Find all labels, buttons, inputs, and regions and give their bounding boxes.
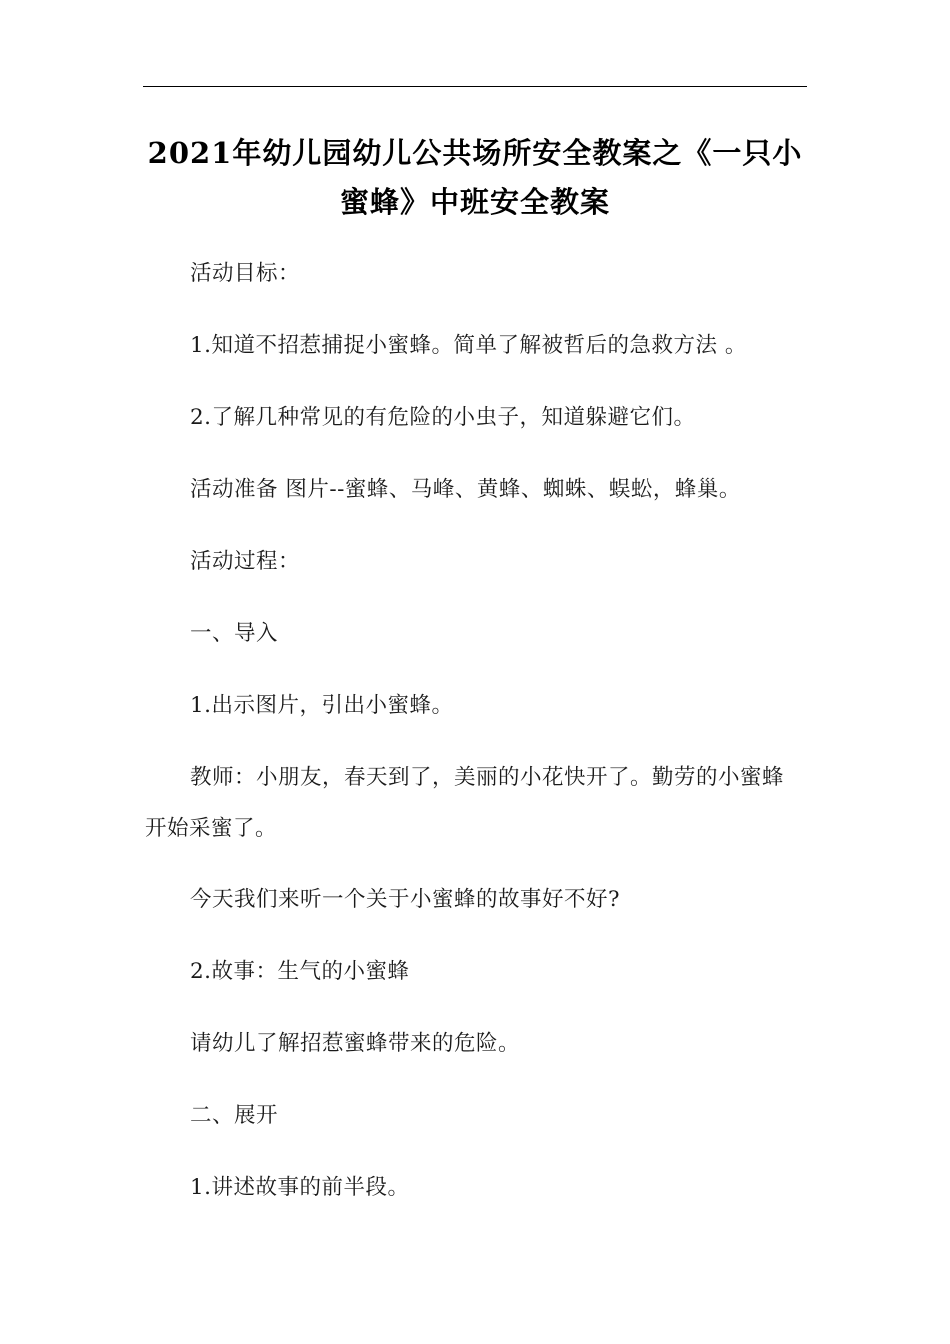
paragraph: 活动准备 图片--蜜蜂、马峰、黄蜂、蜘蛛、蜈蚣，蜂巢。 bbox=[190, 477, 741, 502]
paragraph: 今天我们来听一个关于小蜜蜂的故事好不好? bbox=[190, 887, 621, 912]
section-heading-goals: 活动目标： bbox=[190, 261, 301, 286]
paragraph: 教师：小朋友，春天到了，美丽的小花快开了。勤劳的小蜜蜂 bbox=[190, 765, 785, 790]
paragraph: 请幼儿了解招惹蜜蜂带来的危险。 bbox=[190, 1031, 521, 1056]
paragraph: 1.知道不招惹捕捉小蜜蜂。简单了解被哲后的急救方法 。 bbox=[190, 333, 747, 358]
section-heading-process: 活动过程： bbox=[190, 549, 301, 574]
paragraph: 2.故事：生气的小蜜蜂 bbox=[190, 959, 410, 984]
section-heading-intro: 一、导入 bbox=[190, 621, 279, 646]
paragraph: 2.了解几种常见的有危险的小虫子，知道躲避它们。 bbox=[190, 405, 696, 430]
section-heading-expand: 二、展开 bbox=[190, 1103, 279, 1128]
document-title-line-1: 2021年幼儿园幼儿公共场所安全教案之《一只小 bbox=[147, 136, 803, 170]
paragraph-continuation: 开始采蜜了。 bbox=[145, 816, 278, 841]
document-title-line-2: 蜜蜂》中班安全教案 bbox=[339, 185, 610, 219]
header-rule bbox=[143, 86, 807, 87]
paragraph: 1.出示图片，引出小蜜蜂。 bbox=[190, 693, 454, 718]
paragraph: 1.讲述故事的前半段。 bbox=[190, 1175, 410, 1200]
